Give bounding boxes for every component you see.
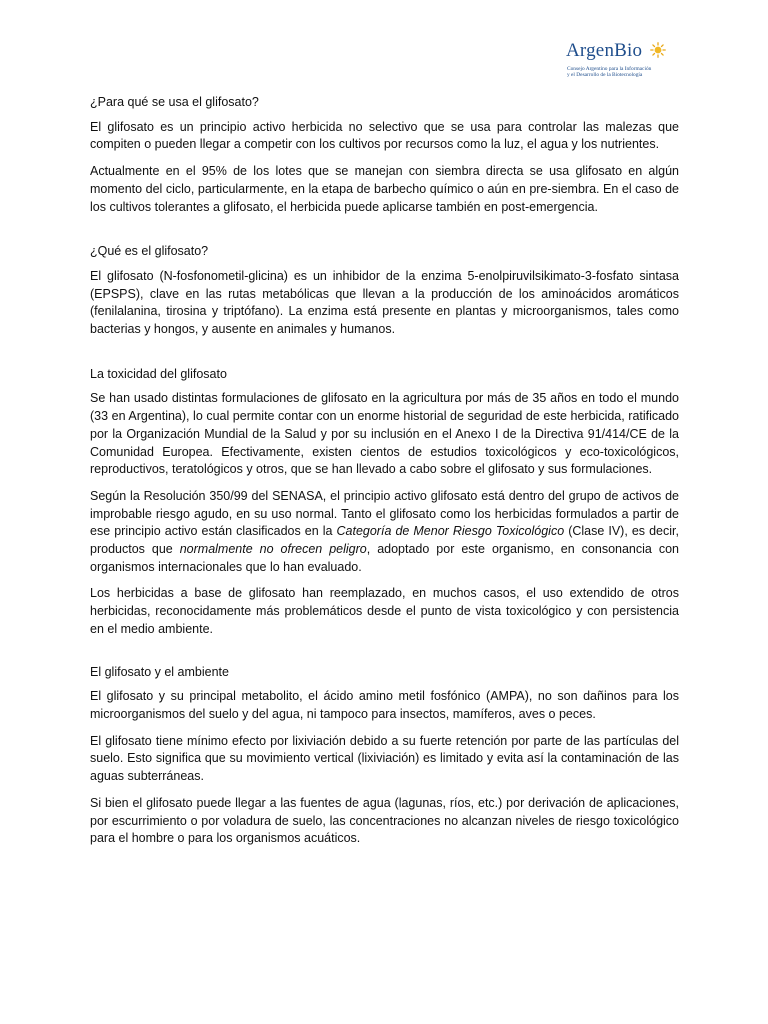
paragraph — [90, 488, 679, 577]
paragraph: El glifosato tiene mínimo efecto por lixiviación debido a su fuerte retención por parte de las partículas del suelo. Esto significa que su movimiento vertical (lixiviación) es limitado y evita así la contaminación de las aguas subterráneas. — [90, 733, 679, 784]
sun-icon — [650, 42, 666, 58]
emphasized-text: Categoría de Menor Riesgo Toxicológico — [336, 524, 565, 539]
logo-tagline-line-2: y el Desarrollo de la Biotecnología — [567, 72, 643, 79]
section-heading-what-is: ¿Qué es el glifosato? — [90, 244, 209, 259]
paragraph: Actualmente en el 95% de los lotes que se manejan con siembra directa se usa glifosato en algún momento del ciclo, particularmente, en la etapa de barbecho químico o aún en pre-siembra. En el caso de los cultivos tolerantes a glifosato, el herbicida puede aplicarse también en post-emergencia. — [90, 164, 679, 214]
text-run: (Clase IV), es decir, productos que — [90, 524, 679, 557]
emphasized-text: normalmente no ofrecen peligro — [179, 542, 367, 557]
argenbio-logo — [566, 40, 676, 88]
paragraph: Los herbicidas a base de glifosato han reemplazado, en muchos casos, el uso extendido de otros herbicidas, reconocidamente más problemáticos desde el punto de vista toxicológico y con persistencia en el medio ambiente. — [90, 586, 679, 636]
section-heading-uses: ¿Para qué se usa el glifosato? — [90, 95, 259, 109]
logo-tagline — [567, 66, 651, 79]
logo-tagline-line-1: Consejo Argentino para la Información — [567, 66, 652, 72]
document-body — [90, 94, 679, 848]
paragraph: El glifosato (N-fosfonometil-glicina) es un inhibidor de la enzima 5-enolpiruvilsikimato-3-fosfato sintasa (EPSPS), clave en las rutas metabólicas que llevan a la producción de los aminoácidos aromáticos (fenilalanina, tirosina y triptófano). La enzima está presente en plantas y microorganismos, tales como bacterias y hongos, y ausente en animales y humanos. — [90, 268, 679, 337]
text-run: , adoptado por este organismo, en consonancia con organismos internacionales que lo han evaluado. — [90, 542, 679, 574]
paragraph: El glifosato es un principio activo herbicida no selectivo que se usa para controlar las malezas que compiten o pueden llegar a competir con los cultivos por recursos como la luz, el agua y los nutrientes. — [90, 119, 679, 152]
paragraph: Se han usado distintas formulaciones de glifosato en la agricultura por más de 35 años en todo el mundo (33 en Argentina), lo cual permite contar con un enorme historial de seguridad de este herbicida, ratificado por la Organización Mundial de la Salud y por su inclusión en el Anexo I de la Directiva 91/414/CE de la Comunidad Europea. Efectivamente, existen cientos de estudios toxicológicos y eco-toxicológicos, reproductivos, teratológicos y otros, que se han llevado a cabo sobre el glifosato y sus formulaciones. — [90, 391, 679, 477]
logo-wordmark: ArgenBio — [566, 40, 643, 61]
section-heading-environment: El glifosato y el ambiente — [90, 664, 229, 679]
paragraph: Si bien el glifosato puede llegar a las fuentes de agua (lagunas, ríos, etc.) por derivación de aplicaciones, por escurrimiento o por voladura de suelo, las concentraciones no alcanzan niveles de riesgo toxicológico para el hombre o para los organismos acuáticos. — [90, 795, 679, 846]
text-run: Según la Resolución 350/99 del SENASA, el principio activo glifosato está dentro del grupo de activos de improbable riesgo agudo, en su uso normal. Tanto el glifosato como los herbicidas formulados a partir de ese principio activo están clasificados en la — [90, 488, 679, 539]
section-heading-toxicity: La toxicidad del glifosato — [90, 366, 227, 381]
paragraph: El glifosato y su principal metabolito, el ácido amino metil fosfónico (AMPA), no son dañinos para los microorganismos del suelo y del agua, ni tampoco para insectos, mamíferos, aves o peces. — [90, 689, 679, 721]
